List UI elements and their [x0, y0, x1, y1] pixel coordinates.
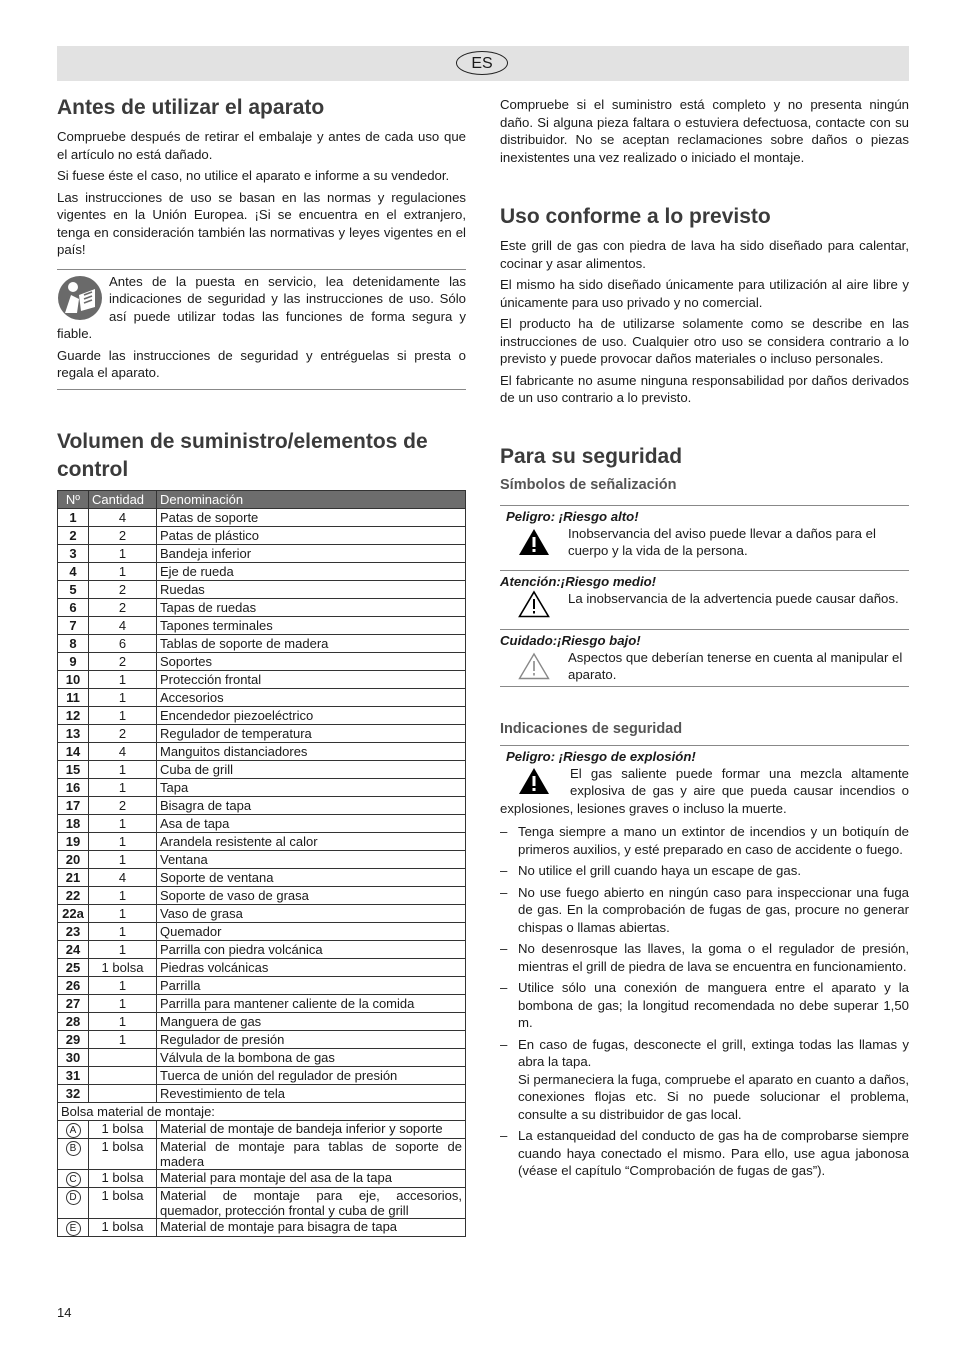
cell-letter	[58, 1169, 89, 1187]
warning-high	[500, 505, 909, 561]
list-item: – No utilice el grill cuando haya un escape de gas.	[500, 862, 909, 880]
table-row	[58, 598, 466, 616]
cell-name: Encendedor piezoeléctrico	[157, 706, 466, 724]
parts-table	[57, 490, 466, 1237]
cell-quantity: 4	[89, 616, 157, 634]
cell-quantity: 1	[89, 814, 157, 832]
cell-quantity: 2	[89, 598, 157, 616]
cell-number: 32	[58, 1084, 89, 1102]
cell-number: 6	[58, 598, 89, 616]
circled-letter: D	[66, 1190, 81, 1205]
warning-text: El gas saliente puede formar una mezcla altamente explosiva de gas y aire que pueda causar incendios o explosiones, lesiones graves o incluso la muerte.	[500, 765, 909, 816]
cell-name: Soportes	[157, 652, 466, 670]
table-row	[58, 544, 466, 562]
cell-name: Bisagra de tapa	[157, 796, 466, 814]
table-row	[58, 688, 466, 706]
cell-name: Manguera de gas	[157, 1012, 466, 1030]
warning-title: Atención:¡Riesgo medio!	[500, 573, 657, 589]
warning-title: Peligro: ¡Riesgo de explosión!	[506, 748, 696, 764]
table-row	[58, 634, 466, 652]
heading-intended-use: Uso conforme a lo previsto	[500, 205, 771, 228]
subheading-symbols: Símbolos de señalización	[500, 476, 677, 493]
paragraph: Compruebe si el suministro está completo y no presenta ningún daño. Si alguna pieza faltara o estuviera defectuosa, contacte con su distribuidor. No se aceptan reclamaciones sobre daños o piezas inexistentes una vez realizado o iniciado el montaje.	[500, 97, 909, 165]
cell-quantity: 1 bolsa	[89, 1138, 157, 1169]
paragraph: El fabricante no asume ninguna responsabilidad por daños derivados de un uso contrario a lo previsto.	[500, 372, 909, 405]
cell-number: 28	[58, 1012, 89, 1030]
heading-before-use: Antes de utilizar el aparato	[57, 96, 325, 119]
table-row	[58, 1012, 466, 1030]
cell-quantity: 1	[89, 886, 157, 904]
left-column	[57, 94, 466, 1237]
list-item: – Utilice sólo una conexión de manguera entre el aparato y la bombona de gas; la longitud recomendada no debe superar 1,50 m.	[500, 979, 909, 1032]
notice-text: Antes de la puesta en servicio, lea detenidamente las indicaciones de seguridad y las instrucciones de uso. Sólo así puede utilizar todas las funciones de forma segura y fiable.	[57, 273, 466, 341]
table-row	[58, 670, 466, 688]
cell-number: 22	[58, 886, 89, 904]
cell-name: Parrilla	[157, 976, 466, 994]
cell-quantity: 1	[89, 778, 157, 796]
cell-number: 10	[58, 670, 89, 688]
paragraph: El mismo ha sido diseñado únicamente para utilización al aire libre y únicamente para uso privado y no comercial.	[500, 277, 909, 310]
table-row	[58, 508, 466, 526]
warning-medium	[500, 570, 909, 620]
warning-title: Peligro: ¡Riesgo alto!	[506, 508, 639, 524]
cell-quantity: 1	[89, 706, 157, 724]
cell-number: 17	[58, 796, 89, 814]
cell-quantity: 4	[89, 868, 157, 886]
page-number: 14	[57, 1305, 72, 1320]
cell-name: Patas de soporte	[157, 508, 466, 526]
paragraph: Compruebe después de retirar el embalaje y antes de cada uso que el artículo no está dañado.	[57, 129, 466, 162]
bag-label: Bolsa material de montaje:	[58, 1102, 466, 1120]
cell-name: Material para montaje del asa de la tapa	[157, 1169, 466, 1187]
paragraph: El producto ha de utilizarse solamente como se describe en las instrucciones de uso. Cualquier otro uso se considera contrario a lo previsto y puede provocar daños materiales o incluso personales.	[500, 316, 909, 366]
subheading-safety-instructions: Indicaciones de seguridad	[500, 720, 683, 737]
language-badge: ES	[456, 51, 508, 75]
cell-name: Vaso de grasa	[157, 904, 466, 922]
cell-number: 26	[58, 976, 89, 994]
cell-name: Soporte de ventana	[157, 868, 466, 886]
list-item-text: Si permaneciera la fuga, compruebe el aparato en cuanto a daños, conexiones flojas etc. Si no puede solucionar el problema, consulte a su distribuidor de gas local.	[518, 1071, 909, 1122]
notice-text: Guarde las instrucciones de seguridad y entréguelas si presta o regala el aparato.	[57, 347, 466, 380]
right-column	[500, 96, 909, 1184]
table-row	[58, 742, 466, 760]
warning-explosion	[500, 745, 909, 820]
table-row	[58, 1030, 466, 1048]
cell-number: 19	[58, 832, 89, 850]
cell-name: Revestimiento de tela	[157, 1084, 466, 1102]
paragraph: Este grill de gas con piedra de lava ha sido diseñado para calentar, cocinar y asar alimentos.	[500, 238, 909, 271]
table-row	[58, 1187, 466, 1218]
warning-text: La inobservancia de la advertencia puede causar daños.	[568, 590, 899, 606]
cell-number: 8	[58, 634, 89, 652]
table-row	[58, 652, 466, 670]
cell-name: Cuba de grill	[157, 760, 466, 778]
table-row	[58, 796, 466, 814]
list-item	[500, 1036, 909, 1124]
table-row	[58, 976, 466, 994]
cell-number: 1	[58, 508, 89, 526]
table-row	[58, 814, 466, 832]
caution-outline-icon	[518, 590, 550, 618]
list-item: – No desenrosque las llaves, la goma o el regulador de presión, mientras el grill de piedra de lava se encuentra en funcionamiento.	[500, 940, 909, 975]
cell-quantity: 1	[89, 994, 157, 1012]
list-item-text: En caso de fugas, desconecte el grill, extinga todas las llamas y abra la tapa.	[518, 1036, 909, 1069]
heading-supply: Volumen de suministro/elementos de control	[57, 429, 428, 481]
cell-letter	[58, 1187, 89, 1218]
cell-name: Accesorios	[157, 688, 466, 706]
cell-name: Ventana	[157, 850, 466, 868]
cell-name: Válvula de la bombona de gas	[157, 1048, 466, 1066]
col-header-quantity: Cantidad	[89, 490, 157, 508]
cell-letter	[58, 1120, 89, 1138]
cell-number: 24	[58, 940, 89, 958]
cell-name: Piedras volcánicas	[157, 958, 466, 976]
cell-quantity: 1 bolsa	[89, 1187, 157, 1218]
table-row	[58, 904, 466, 922]
read-manual-icon	[57, 275, 103, 321]
cell-quantity: 1	[89, 850, 157, 868]
cell-quantity: 1	[89, 544, 157, 562]
cell-quantity	[89, 1048, 157, 1066]
table-row	[58, 1102, 466, 1120]
cell-number: 3	[58, 544, 89, 562]
cell-quantity: 1	[89, 940, 157, 958]
cell-number: 7	[58, 616, 89, 634]
circled-letter: C	[66, 1172, 81, 1187]
cell-number: 13	[58, 724, 89, 742]
table-row	[58, 1120, 466, 1138]
cell-quantity: 1	[89, 562, 157, 580]
cell-name: Parrilla para mantener caliente de la comida	[157, 994, 466, 1012]
table-row	[58, 724, 466, 742]
table-row	[58, 1048, 466, 1066]
cell-name: Bandeja inferior	[157, 544, 466, 562]
cell-quantity: 2	[89, 580, 157, 598]
table-row	[58, 850, 466, 868]
cell-name: Soporte de vaso de grasa	[157, 886, 466, 904]
cell-number: 20	[58, 850, 89, 868]
list-item: – No use fuego abierto en ningún caso para inspeccionar una fuga de gas. En la comprobación de fugas de gas, procure no generar chispas o llamas abiertas.	[500, 884, 909, 937]
cell-name: Ruedas	[157, 580, 466, 598]
cell-name: Eje de rueda	[157, 562, 466, 580]
read-manual-notice	[57, 269, 466, 390]
table-row	[58, 922, 466, 940]
danger-filled-icon	[518, 528, 550, 556]
cell-name: Patas de plástico	[157, 526, 466, 544]
table-row	[58, 778, 466, 796]
cell-quantity: 4	[89, 742, 157, 760]
cell-name: Protección frontal	[157, 670, 466, 688]
paragraph: Las instrucciones de uso se basan en las normas y regulaciones vigentes en la Unión Europea. ¡Si se encuentra en el extranjero, tenga en consideración también las normativas y leyes vigentes en el país!	[57, 189, 466, 257]
cell-quantity: 1	[89, 832, 157, 850]
cell-number: 4	[58, 562, 89, 580]
cell-number: 5	[58, 580, 89, 598]
table-row	[58, 994, 466, 1012]
circled-letter: B	[66, 1141, 81, 1156]
cell-number: 25	[58, 958, 89, 976]
cell-number: 16	[58, 778, 89, 796]
cell-name: Tapa	[157, 778, 466, 796]
cell-number: 14	[58, 742, 89, 760]
cell-name: Tuerca de unión del regulador de presión	[157, 1066, 466, 1084]
cell-quantity: 1 bolsa	[89, 1120, 157, 1138]
table-row	[58, 958, 466, 976]
cell-name: Tablas de soporte de madera	[157, 634, 466, 652]
cell-quantity: 2	[89, 652, 157, 670]
table-header-row	[58, 490, 466, 508]
heading-safety: Para su seguridad	[500, 444, 683, 468]
cell-quantity	[89, 1066, 157, 1084]
cell-name: Regulador de presión	[157, 1030, 466, 1048]
warning-text: Aspectos que deberían tenerse en cuenta al manipular el aparato.	[568, 649, 903, 682]
table-row	[58, 706, 466, 724]
cell-name: Tapones terminales	[157, 616, 466, 634]
cell-number: 12	[58, 706, 89, 724]
table-row	[58, 868, 466, 886]
cell-quantity: 1 bolsa	[89, 958, 157, 976]
cell-quantity: 1	[89, 904, 157, 922]
cell-quantity: 4	[89, 508, 157, 526]
cell-number: 9	[58, 652, 89, 670]
notice-light-icon	[518, 652, 550, 680]
cell-quantity: 1	[89, 1030, 157, 1048]
cell-number: 31	[58, 1066, 89, 1084]
cell-number: 23	[58, 922, 89, 940]
cell-name: Material de montaje para tablas de soporte de madera	[157, 1138, 466, 1169]
cell-letter	[58, 1218, 89, 1236]
list-item: – La estanqueidad del conducto de gas ha de comprobarse siempre cuando haya conectado el mismo. Para ello, use agua jabonosa (véase el capítulo “Comprobación de fugas de gas”).	[500, 1127, 909, 1180]
cell-quantity: 1 bolsa	[89, 1218, 157, 1236]
col-header-name: Denominación	[157, 490, 466, 508]
cell-name: Asa de tapa	[157, 814, 466, 832]
table-row	[58, 940, 466, 958]
cell-quantity: 1	[89, 976, 157, 994]
cell-quantity: 1 bolsa	[89, 1169, 157, 1187]
cell-quantity: 1	[89, 760, 157, 778]
cell-quantity: 1	[89, 1012, 157, 1030]
cell-name: Manguitos distanciadores	[157, 742, 466, 760]
cell-name: Parrilla con piedra volcánica	[157, 940, 466, 958]
cell-letter	[58, 1138, 89, 1169]
table-row	[58, 760, 466, 778]
cell-number: 29	[58, 1030, 89, 1048]
cell-number: 27	[58, 994, 89, 1012]
cell-name: Tapas de ruedas	[157, 598, 466, 616]
cell-quantity: 2	[89, 724, 157, 742]
warning-low	[500, 629, 909, 687]
table-row	[58, 886, 466, 904]
table-row	[58, 1084, 466, 1102]
list-item: – Tenga siempre a mano un extintor de incendios y un botiquín de primeros auxilios, y esté preparado en caso de accidente o fuego.	[500, 823, 909, 858]
table-row	[58, 580, 466, 598]
cell-quantity: 1	[89, 670, 157, 688]
cell-number: 18	[58, 814, 89, 832]
circled-letter: A	[66, 1123, 81, 1138]
cell-number: 22a	[58, 904, 89, 922]
circled-letter: E	[66, 1221, 81, 1236]
cell-number: 11	[58, 688, 89, 706]
table-row	[58, 616, 466, 634]
paragraph: Si fuese éste el caso, no utilice el aparato e informe a su vendedor.	[57, 168, 450, 183]
cell-number: 15	[58, 760, 89, 778]
cell-name: Material de montaje de bandeja inferior y soporte	[157, 1120, 466, 1138]
cell-name: Arandela resistente al calor	[157, 832, 466, 850]
cell-quantity: 6	[89, 634, 157, 652]
cell-quantity: 1	[89, 688, 157, 706]
table-row	[58, 1218, 466, 1236]
table-row	[58, 562, 466, 580]
cell-quantity	[89, 1084, 157, 1102]
cell-quantity: 2	[89, 526, 157, 544]
table-row	[58, 1169, 466, 1187]
warning-text: Inobservancia del aviso puede llevar a daños para el cuerpo y la vida de la persona.	[568, 525, 876, 558]
cell-name: Material de montaje para eje, accesorios, quemador, protección frontal y cuba de grill	[157, 1187, 466, 1218]
cell-number: 21	[58, 868, 89, 886]
table-row	[58, 1066, 466, 1084]
cell-quantity: 1	[89, 922, 157, 940]
cell-number: 2	[58, 526, 89, 544]
cell-name: Regulador de temperatura	[157, 724, 466, 742]
cell-number: 30	[58, 1048, 89, 1066]
cell-name: Material de montaje para bisagra de tapa	[157, 1218, 466, 1236]
table-row	[58, 832, 466, 850]
table-row	[58, 526, 466, 544]
table-row	[58, 1138, 466, 1169]
safety-list	[500, 823, 909, 1180]
danger-filled-icon	[518, 767, 550, 795]
col-header-number: Nº	[58, 490, 89, 508]
parts-table-body	[58, 508, 466, 1236]
cell-name: Quemador	[157, 922, 466, 940]
warning-title: Cuidado:¡Riesgo bajo!	[500, 632, 641, 648]
cell-quantity: 2	[89, 796, 157, 814]
